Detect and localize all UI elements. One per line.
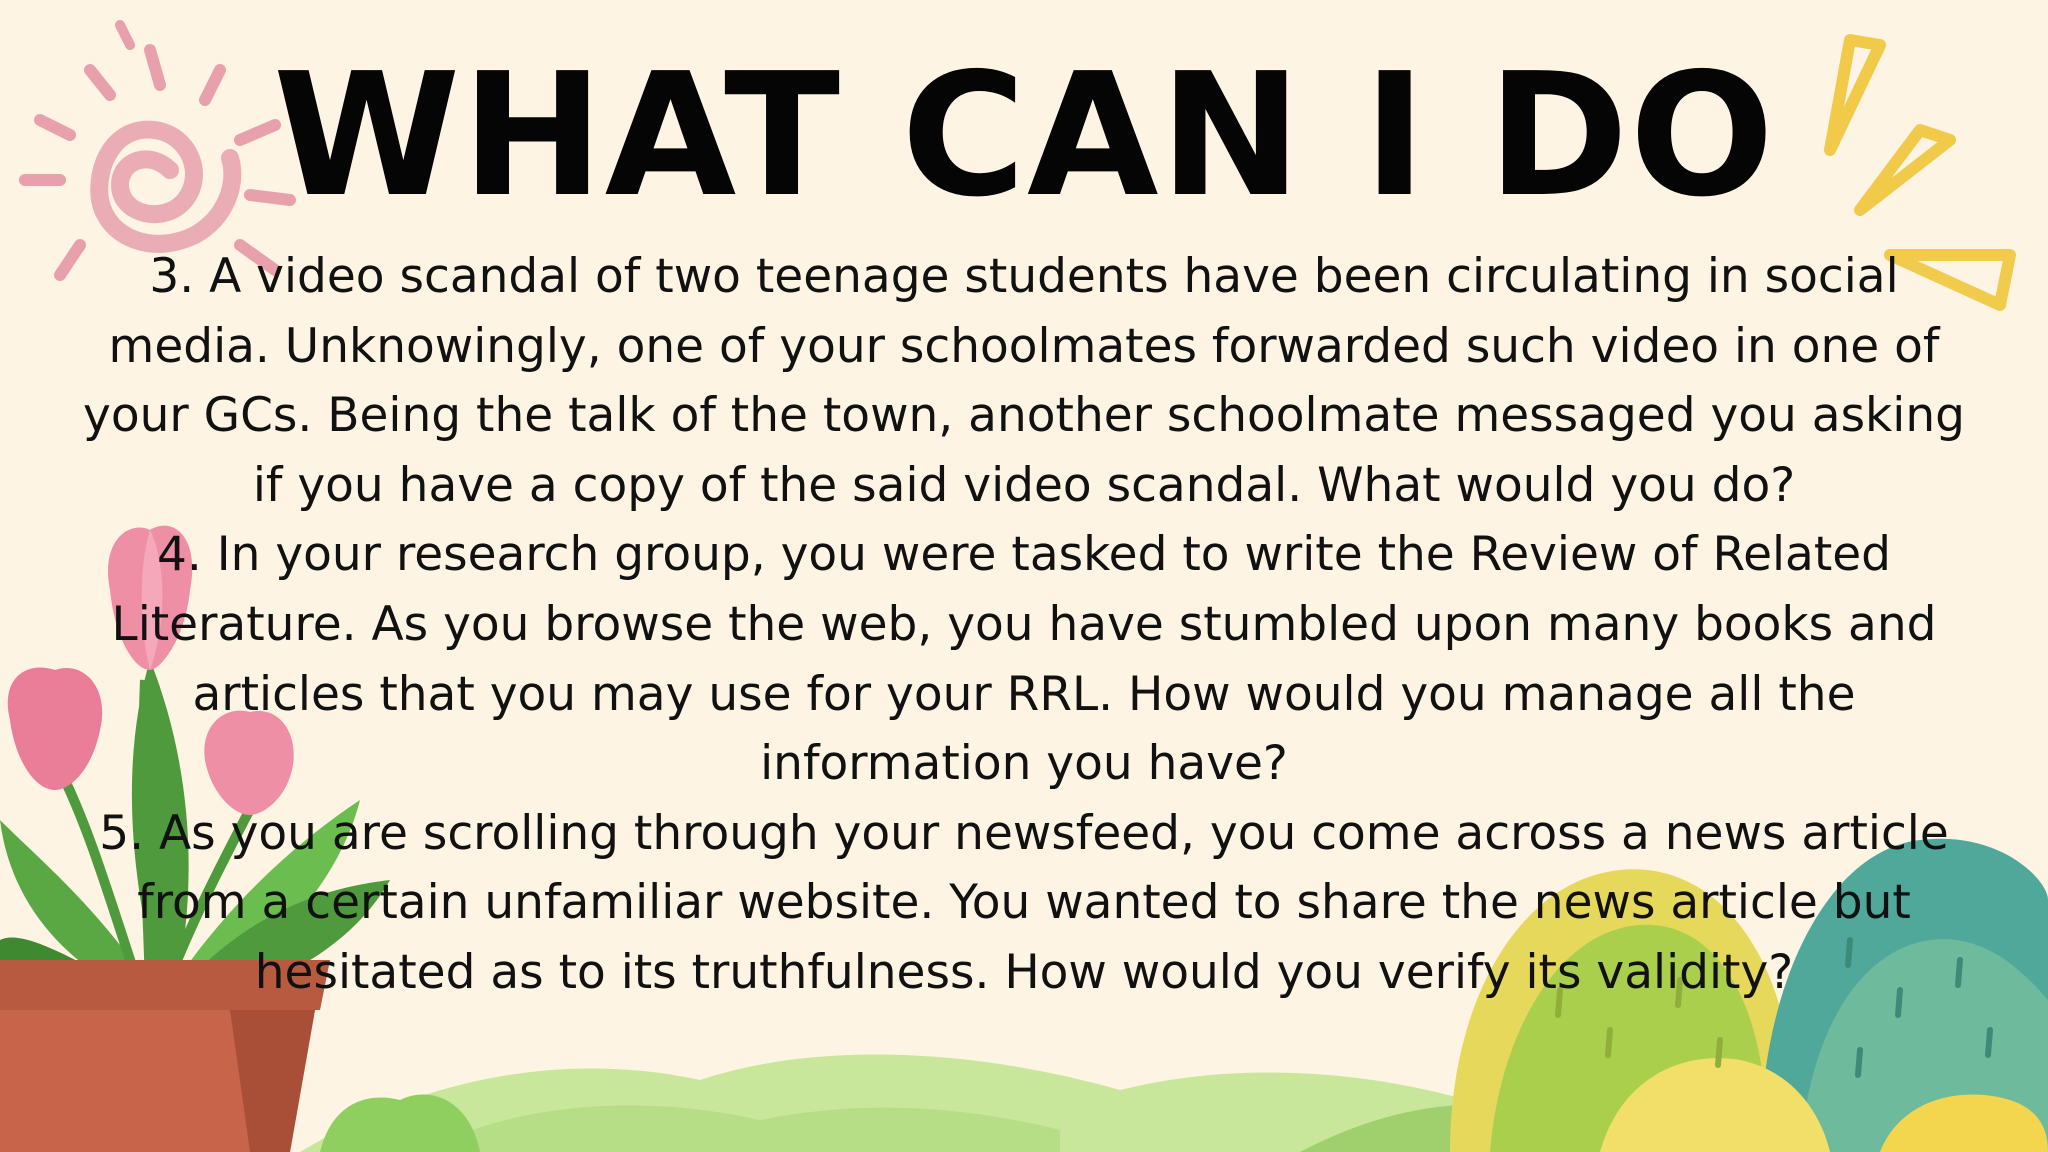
slide-title: WHAT CAN I DO — [272, 37, 1776, 235]
question-5: 5. As you are scrolling through your newsfeed, you come across a news article from a certain unfamiliar website. You wanted to share the news article but hesitated as to its truthfulness. How would you verify its validity? — [99, 805, 1949, 1000]
question-4: 4. In your research group, you were tasked to write the Review of Related Literature. As you browse the web, you have stumbled upon many books and articles that you may use for your RRL. How would you manage all the information you have? — [111, 527, 1937, 792]
questions-block — [80, 242, 1968, 1008]
question-3: 3. A video scandal of two teenage students have been circulating in social media. Unknowingly, one of your schoolmates forwarded such video in one of your GCs. Being the talk of the town, another schoolmate messaged you asking if you have a copy of the said video scandal. What would you do? — [83, 249, 1965, 513]
hills-background — [300, 1055, 1540, 1152]
